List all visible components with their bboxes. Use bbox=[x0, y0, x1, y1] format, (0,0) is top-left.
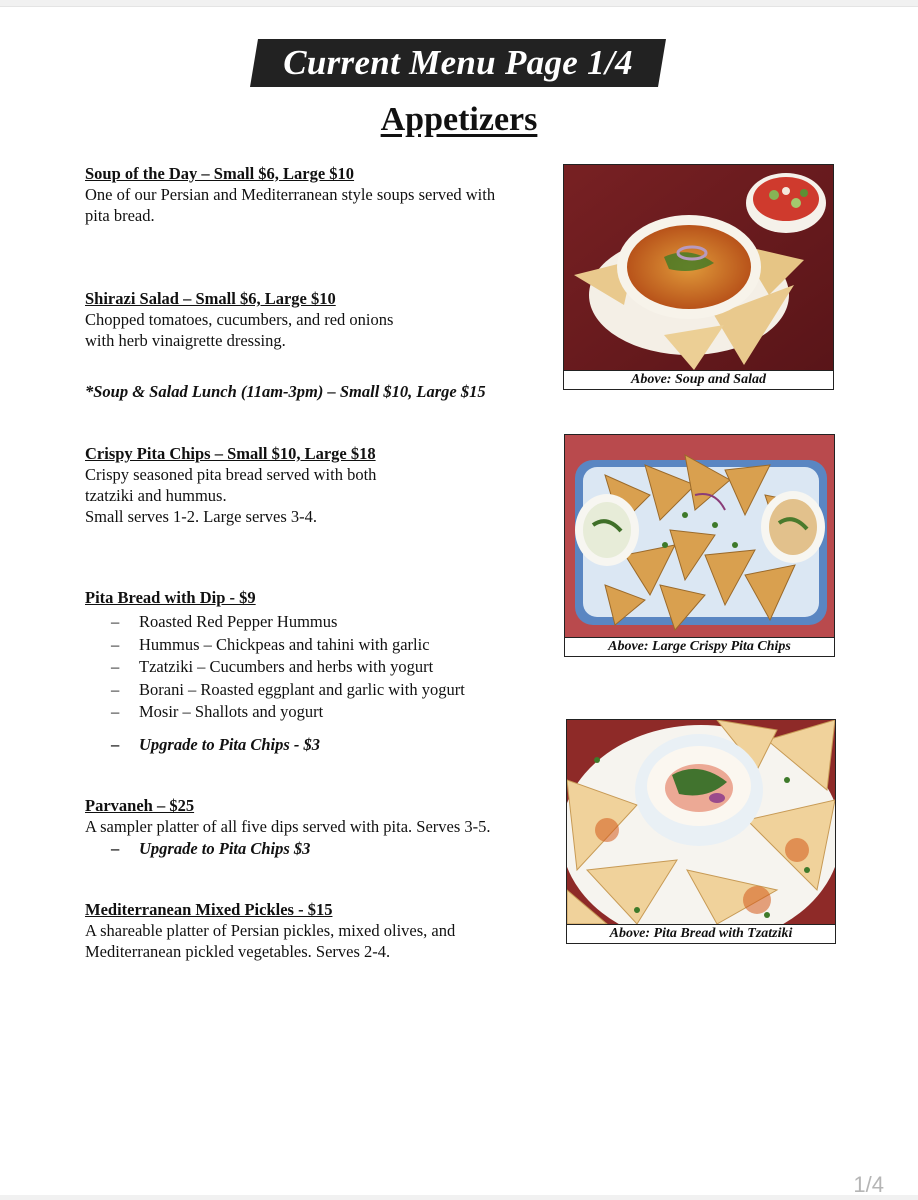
item-title: Crispy Pita Chips – Small $10, Large $18 bbox=[85, 444, 376, 463]
dash: – bbox=[111, 839, 120, 858]
dash: – bbox=[111, 702, 120, 721]
menu-item-salad bbox=[85, 288, 555, 351]
item-title: Parvaneh – $25 bbox=[85, 796, 195, 815]
dash: – bbox=[111, 734, 120, 754]
dip-name: Tzatziki – Cucumbers and herbs with yogurt bbox=[139, 657, 434, 676]
dip-name: Mosir – Shallots and yogurt bbox=[139, 702, 324, 721]
list-item bbox=[85, 634, 555, 657]
dash: – bbox=[111, 612, 120, 631]
photo-caption: Above: Pita Bread with Tzatziki bbox=[567, 924, 835, 943]
page-title: Current Menu Page 1/4 bbox=[283, 43, 633, 82]
menu-page bbox=[0, 6, 918, 1195]
item-description: A sampler platter of all five dips served with pita. Serves 3-5. bbox=[85, 817, 491, 836]
lunch-special: *Soup & Salad Lunch (11am-3pm) – Small $10, Large $15 bbox=[85, 382, 486, 401]
dash: – bbox=[111, 657, 120, 676]
menu-item-pickles bbox=[85, 899, 555, 962]
item-title: Pita Bread with Dip - $9 bbox=[85, 588, 256, 607]
upgrade-note bbox=[85, 734, 555, 755]
menu-item-pita-dip bbox=[85, 587, 555, 755]
menu-item-pita-chips bbox=[85, 443, 555, 527]
dash: – bbox=[111, 634, 120, 654]
photo-pita-chips bbox=[564, 434, 835, 657]
soup-salad-image bbox=[564, 165, 833, 370]
item-description: Chopped tomatoes, cucumbers, and red onions with herb vinaigrette dressing. bbox=[85, 310, 394, 350]
page-counter: 1/4 bbox=[853, 1172, 884, 1197]
photo-caption: Above: Large Crispy Pita Chips bbox=[565, 637, 834, 656]
item-title: Mediterranean Mixed Pickles - $15 bbox=[85, 900, 333, 919]
title-banner bbox=[250, 39, 666, 87]
item-description: Crispy seasoned pita bread served with both tzatziki and hummus. Small serves 1-2. Large serves 3-4. bbox=[85, 465, 377, 526]
upgrade-text: Upgrade to Pita Chips $3 bbox=[139, 839, 311, 858]
dash: – bbox=[111, 679, 120, 699]
list-item bbox=[85, 656, 555, 679]
photo-caption: Above: Soup and Salad bbox=[564, 370, 833, 389]
list-item bbox=[85, 701, 555, 724]
item-description: A shareable platter of Persian pickles, mixed olives, and Mediterranean pickled vegetables. Serves 2-4. bbox=[85, 921, 456, 961]
menu-item-soup bbox=[85, 163, 555, 226]
list-item bbox=[85, 679, 555, 702]
pita-tzatziki-image bbox=[567, 720, 835, 924]
dip-name: Roasted Red Pepper Hummus bbox=[139, 612, 338, 631]
upgrade-text: Upgrade to Pita Chips - $3 bbox=[139, 734, 321, 754]
dip-name: Hummus – Chickpeas and tahini with garlic bbox=[139, 634, 430, 654]
menu-item-parvaneh bbox=[85, 795, 555, 859]
item-title: Soup of the Day – Small $6, Large $10 bbox=[85, 164, 355, 183]
dip-name: Borani – Roasted eggplant and garlic with yogurt bbox=[139, 679, 465, 699]
upgrade-note bbox=[85, 838, 555, 859]
photo-soup-salad bbox=[563, 164, 834, 390]
dip-list bbox=[85, 611, 555, 724]
section-heading: Appetizers bbox=[380, 101, 538, 138]
item-title: Shirazi Salad – Small $6, Large $10 bbox=[85, 289, 336, 308]
pita-chips-image bbox=[565, 435, 834, 637]
item-description: One of our Persian and Mediterranean style soups served with pita bread. bbox=[85, 185, 496, 225]
list-item bbox=[85, 611, 555, 634]
photo-pita-tzatziki bbox=[566, 719, 836, 944]
